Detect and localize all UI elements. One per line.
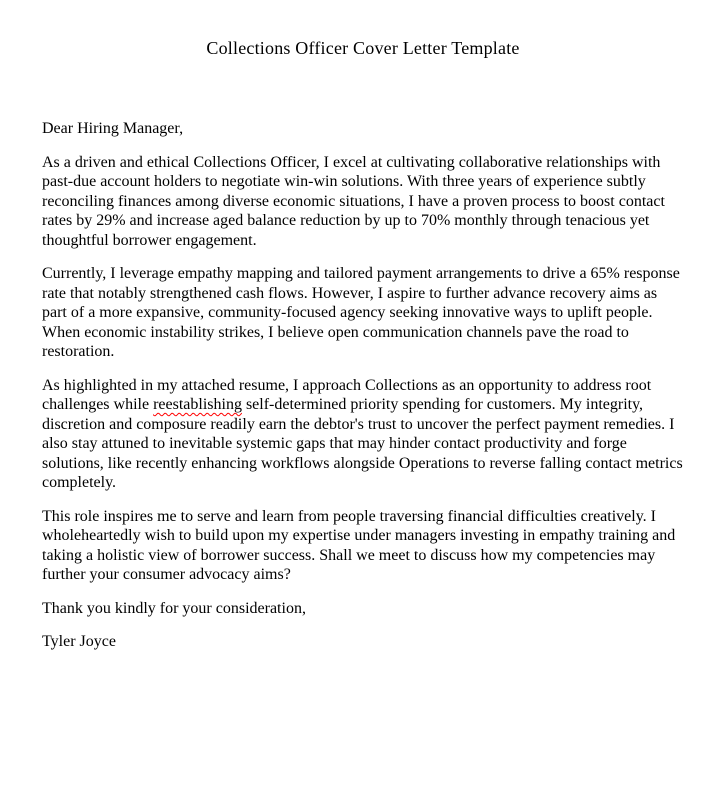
paragraph-motivation bbox=[42, 507, 684, 585]
paragraph-resume-highlights-text-after: self-determined priority spending for customers. My integrity, discretion and composure readily earn the debtor's trust to uncover the perfect payment remedies. I also stay attuned to inevitable systemic gaps that may hinder contact productivity and forge solutions, like recently enhancing workflows alongside Operations to reverse falling contact metrics completely. bbox=[42, 396, 683, 491]
paragraph-resume-highlights-text-before: As highlighted in my attached resume, I approach Collections as an opportunity to address root challenges while bbox=[42, 376, 652, 413]
paragraph-current-role bbox=[42, 264, 684, 362]
paragraph-resume-highlights bbox=[42, 376, 684, 493]
misspelled-word: reestablishing bbox=[153, 396, 242, 413]
paragraph-intro bbox=[42, 153, 684, 251]
signature-name: Tyler Joyce bbox=[42, 633, 116, 650]
document-title: Collections Officer Cover Letter Template bbox=[206, 38, 520, 58]
paragraph-current-role-text: Currently, I leverage empathy mapping and tailored payment arrangements to drive a 65% response rate that notably strengthened cash flows. However, I aspire to further advance recovery aims as part of a more expansive, community-focused agency seeking innovative ways to uplift people. When economic instability strikes, I believe open communication channels pave the road to restoration. bbox=[42, 265, 680, 360]
salutation: Dear Hiring Manager, bbox=[42, 120, 184, 137]
paragraph-motivation-text: This role inspires me to serve and learn from people traversing financial difficulties creatively. I wholeheartedly wish to build upon my expertise under managers investing in empathy training and taking a holistic view of borrower success. Shall we meet to discuss how my competencies may further your consumer advocacy aims? bbox=[42, 507, 676, 583]
paragraph-intro-text: As a driven and ethical Collections Officer, I excel at cultivating collaborative relationships with past-due account holders to negotiate win-win solutions. With three years of experience subtly reconciling finances among diverse economic situations, I have a proven process to boost contact rates by 29% and increase aged balance reduction by up to 70% monthly through tenacious yet thoughtful borrower engagement. bbox=[42, 153, 665, 249]
letter-body bbox=[42, 119, 684, 652]
closing-line: Thank you kindly for your consideration, bbox=[42, 599, 306, 617]
